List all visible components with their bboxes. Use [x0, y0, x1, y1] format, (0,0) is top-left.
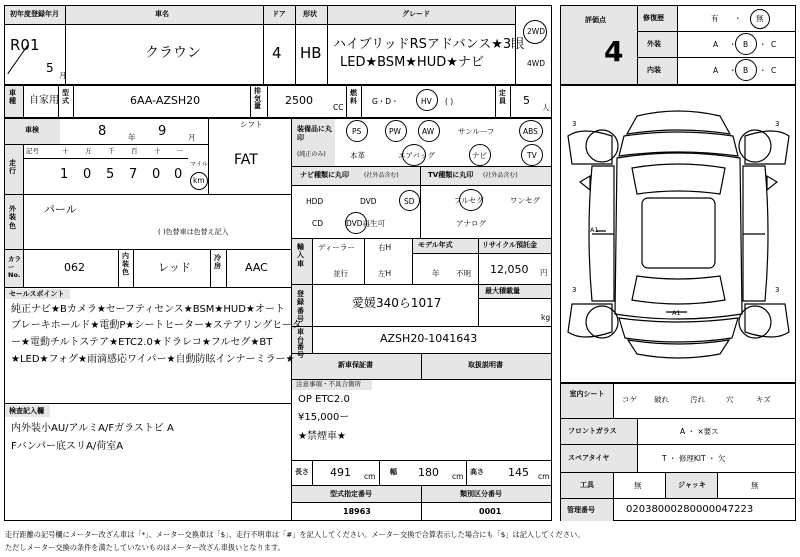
exterior-opt-dot2: ・ [759, 40, 767, 49]
import-label: 輸入車 [297, 243, 304, 268]
model-year-unknown: 不明 [456, 269, 471, 278]
windshield-label: フロントガラス [568, 427, 617, 435]
equip-abs: ABS [523, 127, 538, 136]
instruction-manual: 取扱説明書 [468, 361, 503, 369]
interior-color-label: 内装色 [122, 252, 129, 277]
equip-pw: PW [389, 127, 401, 136]
car-name-label: 車名 [155, 10, 169, 18]
equip-navi: ナビ [472, 151, 487, 160]
inspector-line-1: Fバンパー底スリA/荷室A [11, 441, 124, 452]
usage-label: 車種 [9, 89, 16, 106]
footer-line-2: ただしメーター交換の条件を満たしていないものはメーター改ざん車扱いとなります。 [5, 543, 285, 552]
diagram-label-1: 3 [775, 120, 780, 128]
seat-stain: 汚れ [690, 395, 705, 404]
cc-unit: CC [333, 103, 344, 112]
navi-dvd: DVD [360, 197, 377, 206]
fuel-paren: ( ) [445, 97, 454, 106]
door-label: ドア [272, 10, 286, 18]
displacement-label: 排気量 [254, 87, 261, 111]
grade-line2: LED★BSM★HUD★ナビ [340, 55, 484, 70]
drive-4wd: 4WD [527, 59, 545, 68]
mileage-unit-4: 十 [154, 147, 161, 155]
equip-tv: TV [527, 151, 537, 160]
tv-analog: アナログ [456, 219, 486, 228]
capacity-unit: 人 [542, 103, 550, 112]
width-value: 180 [418, 466, 439, 479]
diagram-label-0: 3 [572, 120, 577, 128]
recycle-value: 12,050 [490, 263, 529, 276]
color-value: パール [44, 203, 77, 216]
interior-label: 内装 [647, 66, 661, 74]
seat-tear: 破れ [654, 395, 669, 404]
recycle-unit: 円 [540, 268, 548, 277]
shape: HB [300, 44, 322, 62]
width-label: 幅 [390, 468, 397, 476]
mileage-digit-2: 5 [106, 167, 115, 182]
height-value: 145 [508, 466, 529, 479]
repair-opt-dot: ・ [734, 14, 742, 23]
inspector-line-0: 内外装小AU/アルミA/Fガラストビ A [11, 423, 174, 434]
color-no-label: カラーNo. [8, 255, 21, 279]
year-month-unit: 月 [59, 71, 67, 80]
fuel-label: 燃料 [350, 89, 357, 106]
sales-line-0: 純正ナビ★Bカメラ★セーフティセンス★BSM★HUD★オート [11, 304, 285, 315]
equip-aw: AW [422, 127, 435, 136]
sales-label: セールスポイント [9, 290, 65, 298]
diagram-label-5: A1 [672, 309, 681, 317]
notes-line-2: ★禁煙車★ [298, 431, 346, 442]
inspector-label: 検査記入欄 [9, 407, 44, 415]
chassis-value: AZSH20-1041643 [380, 332, 478, 345]
sales-line-2: ー★電動チルトステア★ETC2.0★ドラレコ★フルセグ★BT [11, 337, 273, 348]
exterior-opt-a: A [713, 40, 719, 49]
notes-line-0: OP ETC2.0 [298, 394, 350, 405]
model-year-year: 年 [432, 269, 440, 278]
mileage-unit-5: 一 [176, 147, 183, 155]
year-month: 5 [46, 61, 54, 75]
spare-tire-opts: T ・ 修理KIT ・ 欠 [662, 454, 726, 463]
fuel-hv: HV [421, 97, 432, 106]
repair-opt-none: 無 [756, 14, 764, 23]
repair-label: 修復歴 [643, 14, 664, 22]
import-right: 右H [378, 243, 392, 252]
class-number-label: 類別区分番号 [460, 490, 502, 498]
equipment-label: 装備品に丸印 [297, 125, 332, 143]
score-value: 4 [604, 35, 624, 68]
diagram-label-3: 3 [775, 286, 780, 294]
usage-value: 自家用 [29, 95, 59, 106]
management-label: 管理番号 [567, 506, 595, 514]
model-label: 型式 [62, 89, 69, 106]
seat-scratch: キズ [756, 395, 771, 404]
exterior-opt-dot1: ・ [729, 40, 737, 49]
equip-ps: PS [352, 127, 362, 136]
navi-dvdplay: DVD再生可 [346, 219, 386, 228]
tv-oneseg: ワンセグ [510, 196, 540, 205]
mileage-kigou: 記号 [26, 147, 39, 155]
capacity-label: 定員 [499, 89, 506, 106]
management-value: 02038000280000047223 [626, 504, 754, 515]
mileage-digit-3: 7 [129, 167, 138, 182]
type-designation-label: 型式指定番号 [330, 490, 372, 498]
seat-burn: コゲ [622, 395, 637, 404]
footer-line-1: 走行距離の記号欄にメーター改ざん車は「*」、メーター交換車は「$」、走行不明車は「#」を記入してください。メーター交換で合算表示した場合にも「$」は記入してください。 [5, 530, 585, 539]
interior-opt-dot2: ・ [759, 66, 767, 75]
max-weight-label: 最大積載量 [485, 287, 520, 295]
inspection-month-unit: 月 [188, 133, 196, 142]
jack-value: 無 [751, 481, 759, 490]
import-left: 左H [378, 269, 392, 278]
ac-value: AAC [245, 261, 268, 274]
interior-opt-dot1: ・ [729, 66, 737, 75]
car-name: クラウン [145, 45, 201, 61]
model-code: 6AA-AZSH20 [130, 94, 201, 107]
mileage-unit-0: 十 [62, 147, 69, 155]
navi-label: ナビ種類に丸印 [300, 171, 349, 179]
mileage-digit-4: 0 [152, 167, 161, 182]
grade-line1: ハイブリッドRSアドバンス★3眼 [333, 37, 525, 52]
spare-tire-label: スペアタイヤ [568, 454, 610, 462]
diagram-label-4: A1 [590, 226, 599, 234]
height-unit: cm [538, 472, 550, 481]
color-label: 外装色 [9, 205, 16, 230]
year-label: 初年度登録年月 [10, 10, 59, 18]
tv-sub: (社外品含む) [483, 172, 518, 179]
doors: 4 [272, 44, 282, 62]
recycle-label: リサイクル預託金 [482, 241, 538, 249]
length-label: 長さ [295, 468, 309, 476]
navi-cd: CD [312, 219, 324, 228]
inspection-year-unit: 年 [128, 133, 136, 142]
interior-opt-c: C [771, 66, 777, 75]
import-dealer: ディーラー [318, 243, 355, 252]
inspection-label: 車検 [25, 126, 39, 134]
mileage-unit-3: 百 [131, 147, 138, 155]
notes-label: 注意事項・不具合箇所 [296, 380, 361, 388]
equipment-sub: (純正のみ) [297, 151, 326, 158]
score-label: 評価点 [585, 16, 606, 24]
fuel-options: G・D・ [372, 97, 399, 106]
windshield-opts: A ・ ×要ス [680, 427, 719, 436]
shift-value: FAT [234, 152, 258, 168]
notes-line-1: ¥15,000ー [298, 412, 350, 423]
inspection-month: 9 [158, 124, 167, 139]
length-unit: cm [364, 472, 376, 481]
height-label: 高さ [470, 468, 484, 476]
tools-value: 無 [634, 481, 642, 490]
capacity: 5 [523, 94, 530, 107]
mileage-unit-1: 万 [85, 147, 92, 155]
seat-hole: 穴 [726, 395, 734, 404]
inspection-year: 8 [98, 124, 107, 139]
mileage-digit-1: 0 [83, 167, 92, 182]
equip-leather: 本革 [350, 151, 365, 160]
exterior-opt-c: C [771, 40, 777, 49]
interior-opt-b: B [743, 66, 749, 75]
mileage-mile: マイル [190, 161, 208, 168]
type-designation-value: 18963 [343, 507, 371, 516]
shift-label: シフト [240, 120, 263, 129]
class-number-value: 0001 [479, 507, 502, 516]
mileage-unit-2: 千 [108, 147, 115, 155]
registration-value: 愛媛340ら1017 [352, 296, 442, 310]
interior-seat-label: 室内シート [569, 390, 605, 398]
equip-sunroof: サンルーフ [458, 127, 495, 136]
import-parallel: 並行 [333, 269, 348, 278]
model-year-label: モデル年式 [418, 241, 453, 249]
interior-color: レッド [158, 261, 191, 274]
length-value: 491 [330, 466, 351, 479]
tools-label: 工具 [580, 481, 594, 489]
shape-label: 形状 [303, 10, 317, 18]
mileage-label: 走行 [9, 159, 16, 176]
navi-sub: (社外品含む) [364, 172, 399, 179]
color-no-value: 062 [64, 261, 85, 274]
mileage-digit-5: 0 [174, 167, 183, 182]
repair-opt-yes: 有 [711, 14, 719, 23]
color-note: ( )色替車は色替え記入 [158, 228, 229, 236]
mileage-km: km [193, 176, 205, 185]
registration-label: 登録番号 [297, 290, 304, 324]
mileage-digit-0: 1 [60, 167, 69, 182]
jack-label: ジャッキ [678, 481, 706, 489]
sales-line-1: ブレーキホールド★電動P★シートヒーター★ステアリングヒータ [11, 320, 302, 331]
drive-2wd: 2WD [527, 27, 545, 36]
navi-sd: SD [404, 197, 415, 206]
ac-label: 冷房 [214, 254, 221, 271]
grade-label: グレード [402, 10, 430, 18]
navi-hdd: HDD [306, 197, 324, 206]
width-unit: cm [452, 472, 464, 481]
year-era: R01 [10, 36, 40, 54]
sales-line-3: ★LED★フォグ★雨滴感応ワイパー★自動防眩インナーミラー★ [11, 354, 295, 365]
diagram-label-2: 3 [572, 286, 577, 294]
max-weight-unit: kg [541, 313, 551, 322]
equip-airbag: エアバッグ [398, 151, 435, 160]
displacement: 2500 [285, 94, 313, 107]
interior-opt-a: A [713, 66, 719, 75]
exterior-label: 外装 [647, 40, 661, 48]
new-car-warranty: 新車保証書 [338, 361, 373, 369]
tv-fullseg: フルセグ [454, 196, 484, 205]
tv-label: TV種類に丸印 [428, 171, 474, 179]
exterior-opt-b: B [743, 40, 749, 49]
chassis-label: 車台番号 [297, 328, 304, 360]
